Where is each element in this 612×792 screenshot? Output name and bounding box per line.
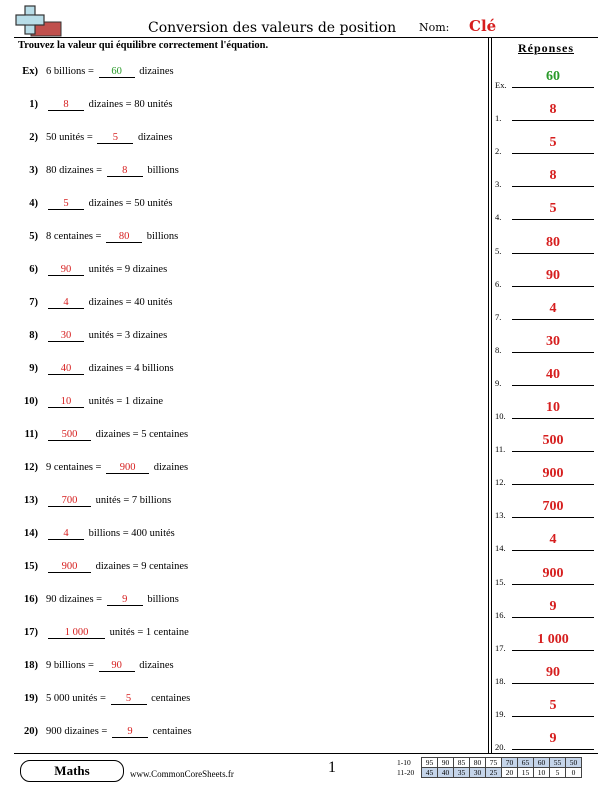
answer-number: Ex. <box>495 80 507 90</box>
problem-text-before: 90 dizaines = <box>46 594 105 605</box>
answer-row <box>495 300 595 322</box>
answer-row <box>495 631 595 653</box>
answer-blank: 80 <box>106 231 142 243</box>
score-cell: 95 <box>422 758 438 768</box>
website-text: www.CommonCoreSheets.fr <box>130 769 234 779</box>
answer-row <box>495 730 595 752</box>
problem-row <box>14 528 175 540</box>
problem-text-after: dizaines = 50 unités <box>86 198 173 209</box>
answer-blank: 4 <box>48 528 84 540</box>
problem-number: 2) <box>29 132 38 143</box>
problem-number: 1) <box>29 99 38 110</box>
page-number: 1 <box>328 759 336 776</box>
answer-line <box>512 650 594 651</box>
problem-text-after: billions = 400 unités <box>86 528 175 539</box>
answer-value: 5 <box>549 201 557 217</box>
problem-text-after: centaines <box>148 693 191 704</box>
answer-row <box>495 101 595 123</box>
answer-number: 14. <box>495 543 506 554</box>
answer-line <box>512 219 594 220</box>
answer-row <box>495 234 595 256</box>
answer-number: 7. <box>495 311 502 322</box>
answer-blank: 10 <box>48 396 84 408</box>
answer-blank: 4 <box>48 297 84 309</box>
answer-line <box>512 716 594 717</box>
answer-value: 700 <box>542 499 564 515</box>
problem-text-after: unités = 3 dizaines <box>86 330 168 341</box>
problem-text-after: dizaines <box>136 66 174 77</box>
instructions: Trouvez la valeur qui équilibre correctement l'équation. <box>18 40 269 51</box>
answer-row <box>495 664 595 686</box>
answers-title: Réponses <box>518 41 575 55</box>
answer-line <box>512 451 594 452</box>
answer-number: 17. <box>495 642 506 653</box>
problem-text-after: dizaines <box>136 660 174 671</box>
answer-value: 500 <box>542 433 564 449</box>
answer-number: 1. <box>495 113 502 124</box>
answer-row <box>495 598 595 620</box>
problem-row <box>14 198 172 210</box>
problem-row <box>14 660 174 672</box>
answer-line <box>512 253 594 254</box>
problem-text-after: dizaines = 9 centaines <box>93 561 189 572</box>
problem-row <box>14 297 172 309</box>
answer-number: 8. <box>495 344 502 355</box>
answer-value: 8 <box>549 102 557 118</box>
problem-row <box>14 99 172 111</box>
answer-blank: 90 <box>99 660 135 672</box>
problem-text-before: 8 centaines = <box>46 231 105 242</box>
problem-text-after: dizaines = 4 billions <box>86 363 174 374</box>
answer-line <box>512 683 594 684</box>
answer-row <box>495 399 595 421</box>
answer-number: 20. <box>495 742 506 752</box>
problem-row <box>14 429 188 441</box>
answer-value: 90 <box>546 267 560 283</box>
problem-row <box>14 231 178 243</box>
answer-value: 10 <box>546 400 560 415</box>
answer-row <box>495 465 595 487</box>
score-cell: 70 <box>502 758 518 768</box>
problem-number: 4) <box>29 198 38 209</box>
example-row <box>14 66 174 78</box>
answer-value: 80 <box>546 234 560 250</box>
problem-text-after: dizaines = 40 unités <box>86 297 173 308</box>
score-cell: 80 <box>470 758 486 768</box>
answer-blank: 8 <box>107 165 143 177</box>
score-cell: 35 <box>454 768 470 778</box>
answer-line <box>512 286 594 287</box>
problem-row <box>14 396 163 408</box>
answer-number: 9. <box>495 377 502 388</box>
problem-row <box>14 132 172 144</box>
problem-row <box>14 363 174 375</box>
problem-text-after: billions <box>144 165 179 176</box>
problem-text-after: billions <box>144 594 179 605</box>
problem-number: 8) <box>29 330 38 341</box>
answer-number: 15. <box>495 576 506 587</box>
score-cell: 25 <box>486 768 502 778</box>
score-cell: 60 <box>534 758 550 768</box>
answer-row <box>495 333 595 355</box>
subject-badge: Maths <box>20 760 124 782</box>
answer-line <box>512 484 594 485</box>
answer-line <box>512 385 594 386</box>
score-table <box>397 757 582 778</box>
score-cell: 0 <box>566 768 582 778</box>
problem-number: 15) <box>24 561 38 572</box>
answer-number: 4. <box>495 212 502 223</box>
problem-number: 9) <box>29 363 38 374</box>
problem-number: 17) <box>24 627 38 638</box>
answer-value: 8 <box>549 168 557 184</box>
answer-column-divider-right <box>491 38 492 753</box>
answer-number: 16. <box>495 609 506 620</box>
answer-value: 30 <box>546 333 560 349</box>
answer-blank: 9 <box>107 594 143 606</box>
answer-number: 19. <box>495 708 506 719</box>
problem-number: 5) <box>29 231 38 242</box>
answer-blank: 90 <box>48 264 84 276</box>
problem-row <box>14 264 167 276</box>
answer-value: 90 <box>546 664 560 680</box>
answer-value: 4 <box>549 532 557 548</box>
problem-number: 12) <box>24 462 38 473</box>
page-title: Conversion des valeurs de position <box>148 20 397 36</box>
score-row <box>397 768 582 778</box>
problem-text-after: centaines <box>149 726 192 737</box>
score-cell: 75 <box>486 758 502 768</box>
answer-row <box>495 200 595 222</box>
answer-row <box>495 697 595 719</box>
problem-number: 19) <box>24 693 38 704</box>
problem-number: 13) <box>24 495 38 506</box>
answer-line <box>512 517 594 518</box>
answer-value: 9 <box>549 598 557 614</box>
answer-number: 2. <box>495 146 502 157</box>
answer-value: 5 <box>549 697 557 713</box>
answer-blank: 900 <box>106 462 149 474</box>
problem-text-after: unités = 1 centaine <box>107 627 189 638</box>
answer-value: 900 <box>542 466 564 482</box>
answer-line <box>512 617 594 618</box>
answer-row <box>495 167 595 189</box>
answer-row <box>495 531 595 553</box>
answer-row <box>495 498 595 520</box>
score-cell: 45 <box>422 768 438 778</box>
problem-text-before: 9 centaines = <box>46 462 105 473</box>
score-cell: 90 <box>438 758 454 768</box>
answer-value: 900 <box>542 565 564 581</box>
problem-row <box>14 726 192 738</box>
answer-value: 5 <box>549 135 557 151</box>
score-cell: 15 <box>518 768 534 778</box>
score-cell: 5 <box>550 768 566 778</box>
problem-number: 11) <box>24 429 38 440</box>
answer-line <box>512 352 594 353</box>
answer-blank: 700 <box>48 495 91 507</box>
score-cell: 55 <box>550 758 566 768</box>
answer-number: 5. <box>495 245 502 256</box>
answer-blank: 900 <box>48 561 91 573</box>
answer-number: 13. <box>495 510 506 521</box>
answer-number: 10. <box>495 411 506 421</box>
problem-number: Ex) <box>22 66 38 77</box>
problem-row <box>14 561 188 573</box>
answer-value: 60 <box>546 69 560 84</box>
answer-row <box>495 565 595 587</box>
answer-number: 6. <box>495 278 502 289</box>
answer-number: 3. <box>495 179 502 190</box>
problem-text-after: dizaines <box>151 462 189 473</box>
problem-row <box>14 594 179 606</box>
problem-text-before: 6 billions = <box>46 66 97 77</box>
problem-row <box>14 165 179 177</box>
problem-text-after: billions <box>144 231 179 242</box>
score-cell: 20 <box>502 768 518 778</box>
answer-blank: 40 <box>48 363 84 375</box>
answer-line <box>512 153 594 154</box>
score-cell: 85 <box>454 758 470 768</box>
problem-text-before: 9 billions = <box>46 660 97 671</box>
problem-text-after: unités = 7 billions <box>93 495 172 506</box>
answer-value: 9 <box>549 731 557 746</box>
problem-text-after: dizaines = 80 unités <box>86 99 173 110</box>
header-divider <box>14 37 598 38</box>
answer-line <box>512 550 594 551</box>
answer-row <box>495 68 595 90</box>
answer-value: 1 000 <box>537 631 569 647</box>
answer-number: 18. <box>495 675 506 686</box>
score-cell: 40 <box>438 768 454 778</box>
problem-number: 18) <box>24 660 38 671</box>
problem-number: 3) <box>29 165 38 176</box>
problem-number: 6) <box>29 264 38 275</box>
problem-number: 16) <box>24 594 38 605</box>
answer-blank: 5 <box>97 132 133 144</box>
answer-blank: 8 <box>48 99 84 111</box>
answer-value: 40 <box>546 366 560 382</box>
problem-row <box>14 627 189 639</box>
footer-divider <box>14 753 598 754</box>
name-label: Nom: <box>419 21 450 34</box>
answer-blank: 60 <box>99 66 135 78</box>
problem-text-before: 50 unités = <box>46 132 96 143</box>
answer-column-divider-left <box>488 38 489 753</box>
problem-number: 20) <box>24 726 38 737</box>
problem-number: 7) <box>29 297 38 308</box>
answer-row <box>495 432 595 454</box>
answer-blank: 5 <box>111 693 147 705</box>
problem-text-after: unités = 1 dizaine <box>86 396 164 407</box>
problem-row <box>14 693 190 705</box>
answer-line <box>512 186 594 187</box>
answer-line <box>512 418 594 419</box>
answer-line <box>512 749 594 750</box>
answer-blank: 30 <box>48 330 84 342</box>
answer-row <box>495 134 595 156</box>
problem-text-before: 5 000 unités = <box>46 693 109 704</box>
score-cell: 30 <box>470 768 486 778</box>
problem-row <box>14 462 188 474</box>
answer-line <box>512 584 594 585</box>
problem-row <box>14 330 167 342</box>
answer-number: 11. <box>495 444 506 455</box>
score-row-label: 11-20 <box>397 768 415 777</box>
score-cell: 10 <box>534 768 550 778</box>
answer-row <box>495 366 595 388</box>
answer-line <box>512 120 594 121</box>
problem-number: 14) <box>24 528 38 539</box>
problem-text-after: unités = 9 dizaines <box>86 264 168 275</box>
problem-number: 10) <box>24 396 38 407</box>
problem-text-after: dizaines <box>135 132 173 143</box>
problem-text-after: dizaines = 5 centaines <box>93 429 189 440</box>
problem-text-before: 900 dizaines = <box>46 726 110 737</box>
score-cell: 50 <box>566 758 582 768</box>
answer-row <box>495 267 595 289</box>
answer-value: 4 <box>549 300 557 316</box>
math-plus-logo-icon <box>15 4 63 38</box>
answer-blank: 5 <box>48 198 84 210</box>
answer-blank: 9 <box>112 726 148 738</box>
problem-text-before: 80 dizaines = <box>46 165 105 176</box>
answer-line <box>512 319 594 320</box>
answer-number: 12. <box>495 477 506 488</box>
answer-blank: 1 000 <box>48 627 105 639</box>
answer-line <box>512 87 594 88</box>
score-row <box>397 758 582 768</box>
score-cell: 65 <box>518 758 534 768</box>
name-value: Clé <box>469 17 497 35</box>
problem-row <box>14 495 171 507</box>
answer-blank: 500 <box>48 429 91 441</box>
score-row-label: 1-10 <box>397 758 411 767</box>
